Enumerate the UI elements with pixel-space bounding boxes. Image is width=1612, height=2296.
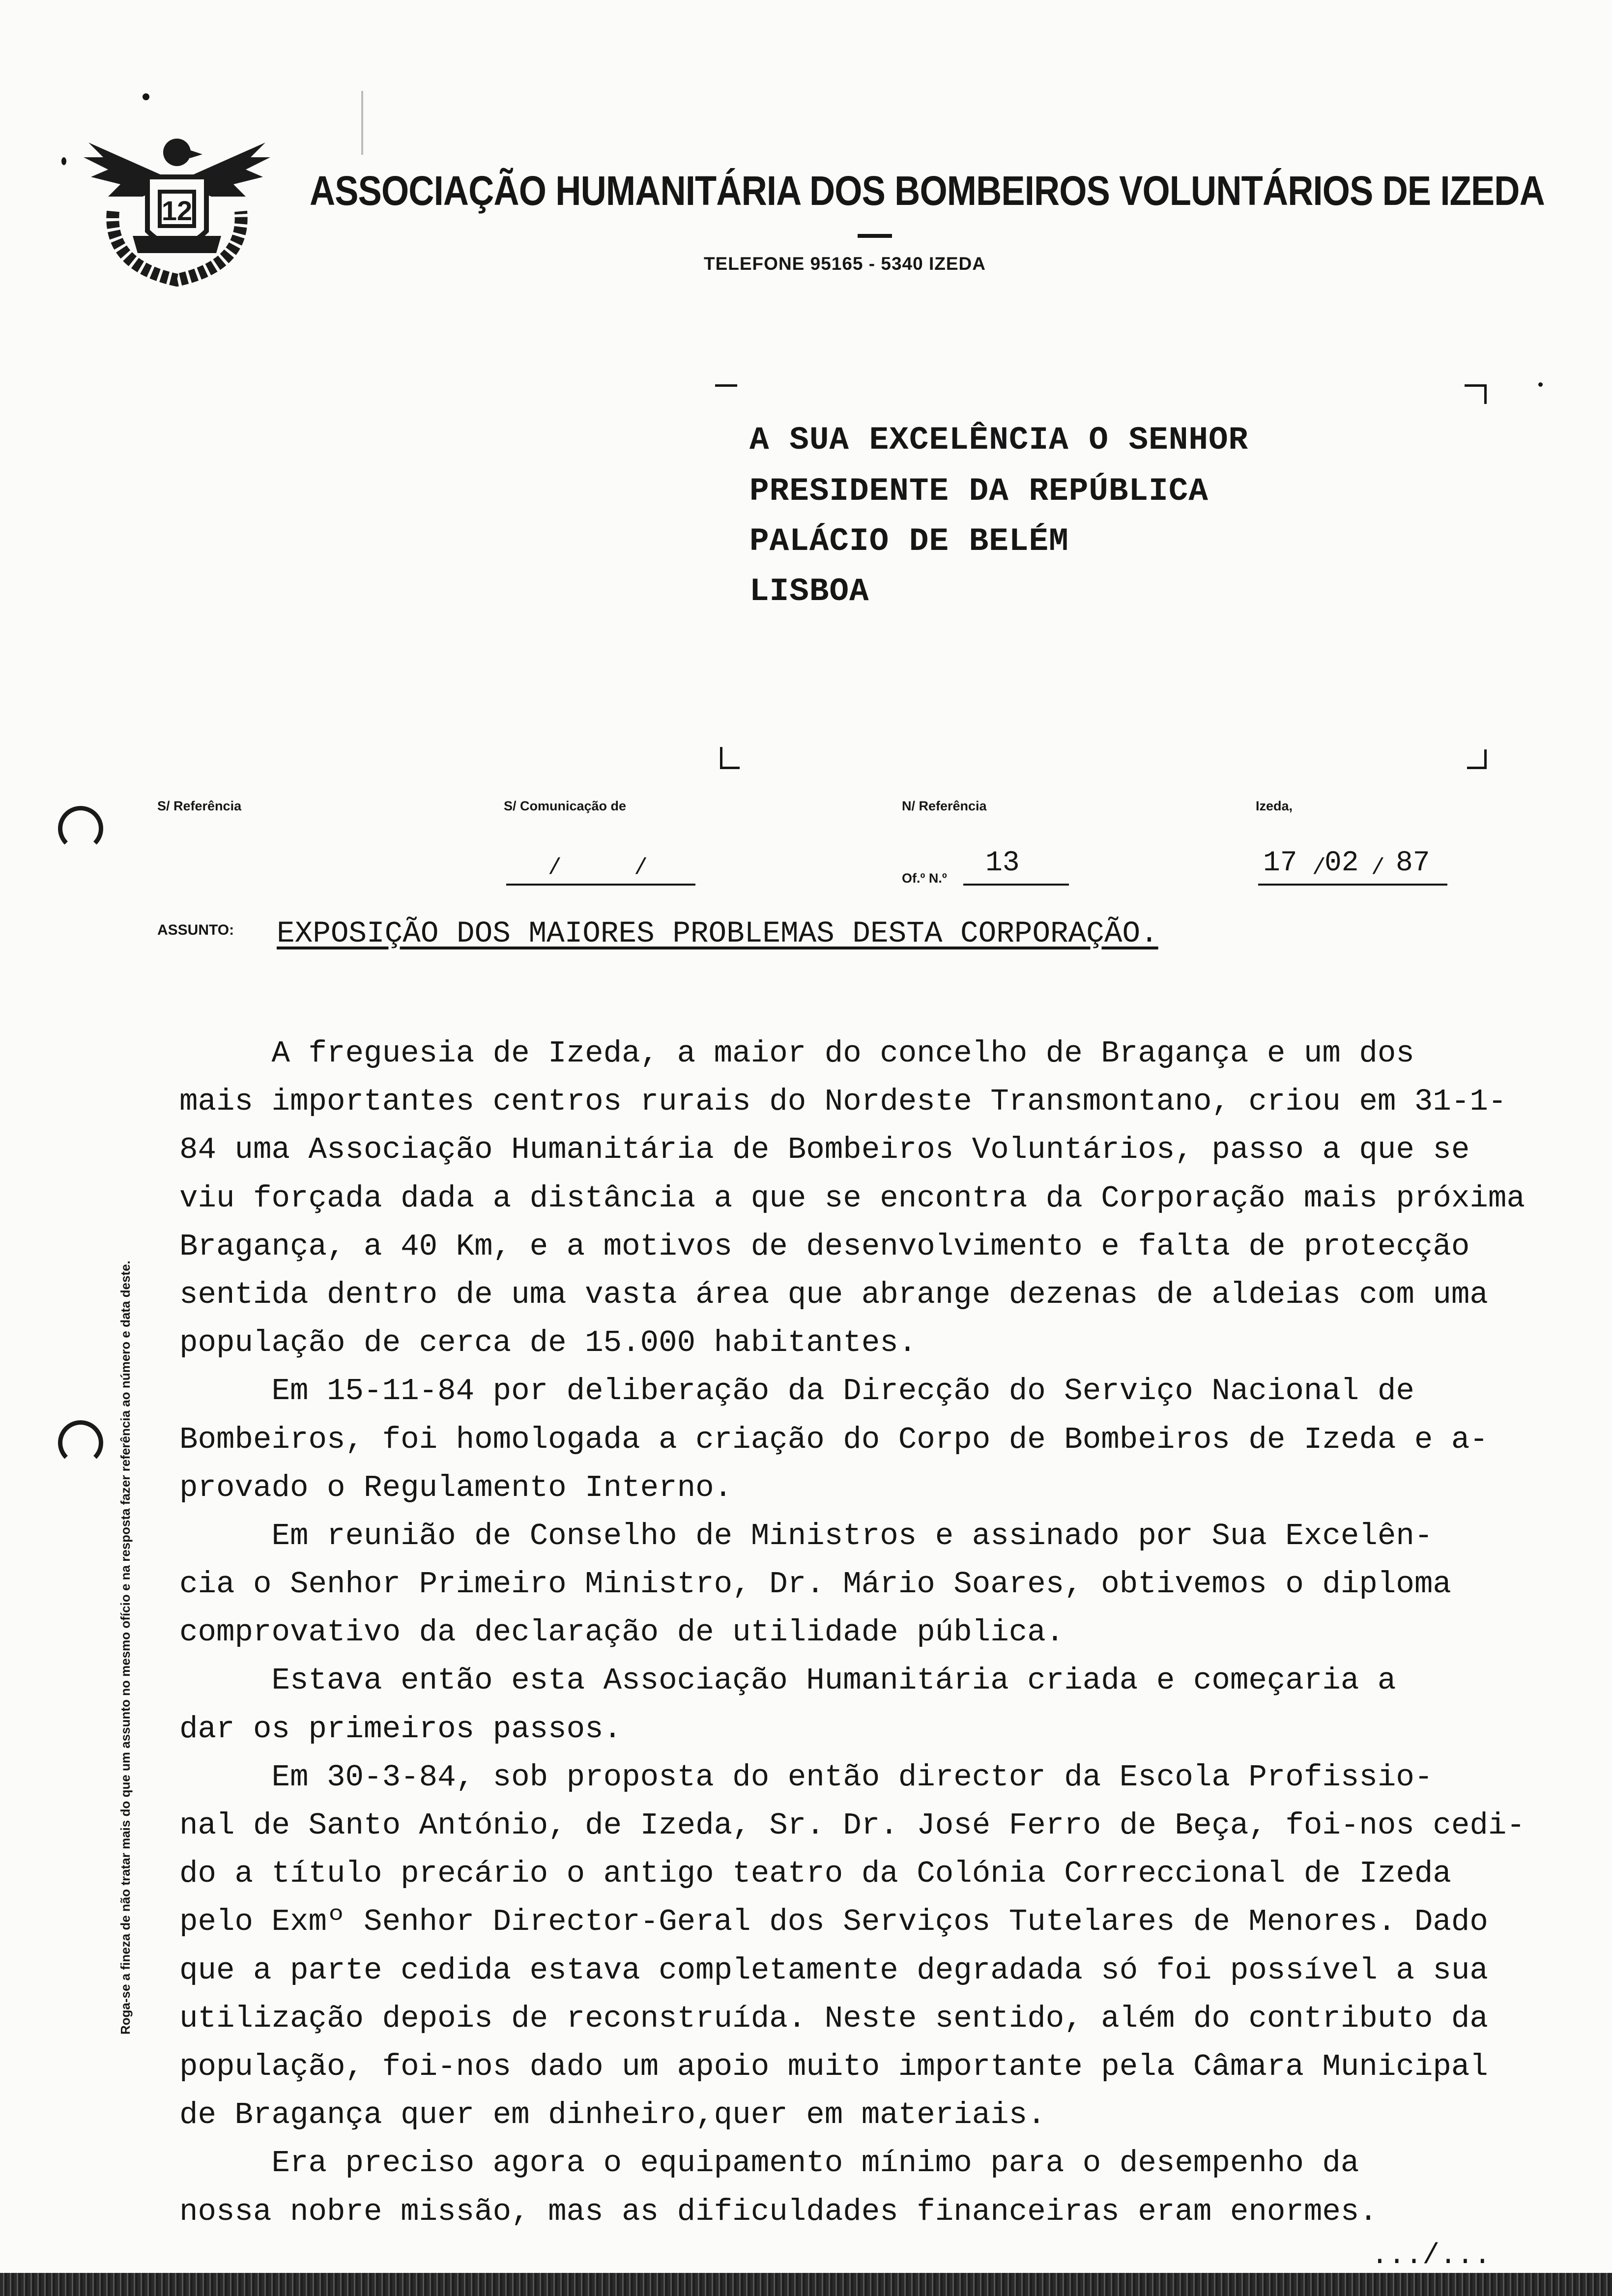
subject-label: ASSUNTO:: [157, 922, 234, 938]
body-line: 84 uma Associação Humanitária de Bombeiros Voluntários, passo a que se: [179, 1132, 1470, 1168]
svg-text:12: 12: [161, 195, 193, 226]
body-line: população de cerca de 15.000 habitantes.: [179, 1325, 917, 1361]
body-line: Estava então esta Associação Humanitária criada e começaria a: [179, 1663, 1396, 1698]
body-line: viu forçada dada a distância a que se encontra da Corporação mais próxima: [179, 1180, 1525, 1216]
scan-line: [361, 91, 363, 155]
recipient-line-3: PALÁCIO DE BELÉM: [749, 523, 1069, 560]
your-reference-label: S/ Referência: [157, 799, 242, 813]
body-line: dar os primeiros passos.: [179, 1711, 622, 1747]
body-line: provado o Regulamento Interno.: [179, 1470, 733, 1505]
your-communication-underline: [506, 884, 695, 886]
body-line: cia o Senhor Primeiro Ministro, Dr. Mário Soares, obtivemos o diploma: [179, 1567, 1451, 1602]
body-line: população, foi-nos dado um apoio muito importante pela Câmara Municipal: [179, 2049, 1488, 2084]
body-line: de Bragança quer em dinheiro,quer em materiais.: [179, 2097, 1046, 2133]
office-number: 13: [985, 847, 1020, 879]
body-line: Bragança, a 40 Km, e a motivos de desenvolvimento e falta de protecção: [179, 1229, 1470, 1264]
address-window-corner-top-right-v: [1484, 384, 1487, 404]
letterhead-divider: [858, 234, 892, 238]
our-reference-label: N/ Referência: [902, 799, 987, 813]
address-window-corner-top-left: [715, 384, 737, 387]
subject-text: EXPOSIÇÃO DOS MAIORES PROBLEMAS DESTA CORPORAÇÃO.: [277, 917, 1158, 951]
body-line: pelo Exmº Senhor Director-Geral dos Serviços Tutelares de Menores. Dado: [179, 1904, 1488, 1940]
body-line: Em 15-11-84 por deliberação da Direcção do Serviço Nacional de: [179, 1374, 1414, 1409]
fire-brigade-eagle-crest-icon: [74, 123, 280, 290]
scan-bottom-edge: [0, 2273, 1612, 2296]
body-line: nossa nobre missão, mas as dificuldades financeiras eram enormes.: [179, 2194, 1378, 2229]
body-line: Bombeiros, foi homologada a criação do Corpo de Bombeiros de Izeda e a-: [179, 1422, 1488, 1457]
office-number-label: Of.º N.º: [902, 871, 947, 886]
body-line: Em 30-3-84, sob proposta do então director da Escola Profissio-: [179, 1759, 1433, 1795]
body-line: Era preciso agora o equipamento mínimo para o desempenho da: [179, 2146, 1359, 2181]
address-window-corner-top-right: [1465, 384, 1487, 387]
date-year: 87: [1396, 847, 1430, 879]
letter-body: [179, 1030, 1612, 2236]
scan-speck: [1538, 382, 1543, 387]
address-window-corner-bottom-left: [720, 747, 722, 769]
date-underline: [1258, 884, 1447, 886]
address-window-corner-bottom-right-h: [1467, 767, 1487, 769]
your-communication-label: S/ Comunicação de: [504, 799, 627, 813]
body-line: mais importantes centros rurais do Nordeste Transmontano, criou em 31-1-: [179, 1084, 1507, 1119]
place-label: Izeda,: [1256, 799, 1293, 813]
your-communication-date: / /: [548, 855, 677, 881]
body-line: A freguesia de Izeda, a maior do concelho de Bragança e um dos: [179, 1036, 1414, 1071]
scan-speck: [61, 157, 66, 165]
body-line: do a título precário o antigo teatro da Colónia Correccional de Izeda: [179, 1856, 1451, 1892]
body-line: Em reunião de Conselho de Ministros e assinado por Sua Excelên-: [179, 1518, 1433, 1553]
address-window-corner-bottom-right: [1484, 749, 1487, 769]
date-sep-2: /: [1371, 855, 1385, 881]
date-day: 17: [1263, 847, 1297, 879]
body-line: comprovativo da declaração de utilidade pública.: [179, 1615, 1065, 1650]
organization-phone-address: TELEFONE 95165 - 5340 IZEDA: [704, 254, 986, 274]
office-number-underline: [963, 884, 1069, 886]
recipient-line-1: A SUA EXCELÊNCIA O SENHOR: [749, 422, 1249, 459]
date-month: 02: [1324, 847, 1359, 879]
recipient-line-2: PRESIDENTE DA REPÚBLICA: [749, 473, 1209, 510]
body-line: utilização depois de reconstruída. Neste sentido, além do contributo da: [179, 2001, 1488, 2036]
scan-speck: [143, 93, 149, 100]
punch-hole-middle: [58, 1420, 103, 1465]
margin-instruction-note: Roga-se a fineza de não tratar mais do que um assunto no mesmo ofício e na resposta fazer referência ao número e data deste.: [118, 1261, 133, 2035]
address-window-corner-bottom-left-h: [720, 767, 740, 769]
body-line: que a parte cedida estava completamente degradada só foi possível a sua: [179, 1952, 1488, 1988]
date-sep-1: /: [1312, 855, 1326, 881]
body-line: nal de Santo António, de Izeda, Sr. Dr. José Ferro de Beça, foi-nos cedi-: [179, 1808, 1525, 1843]
organization-name: ASSOCIAÇÃO HUMANITÁRIA DOS BOMBEIROS VOLUNTÁRIOS DE IZEDA: [310, 168, 1545, 214]
recipient-line-4: LISBOA: [749, 573, 869, 610]
continued-mark: .../...: [1371, 2240, 1491, 2272]
body-line: sentida dentro de uma vasta área que abrange dezenas de aldeias com uma: [179, 1277, 1488, 1312]
punch-hole-top: [58, 806, 103, 851]
